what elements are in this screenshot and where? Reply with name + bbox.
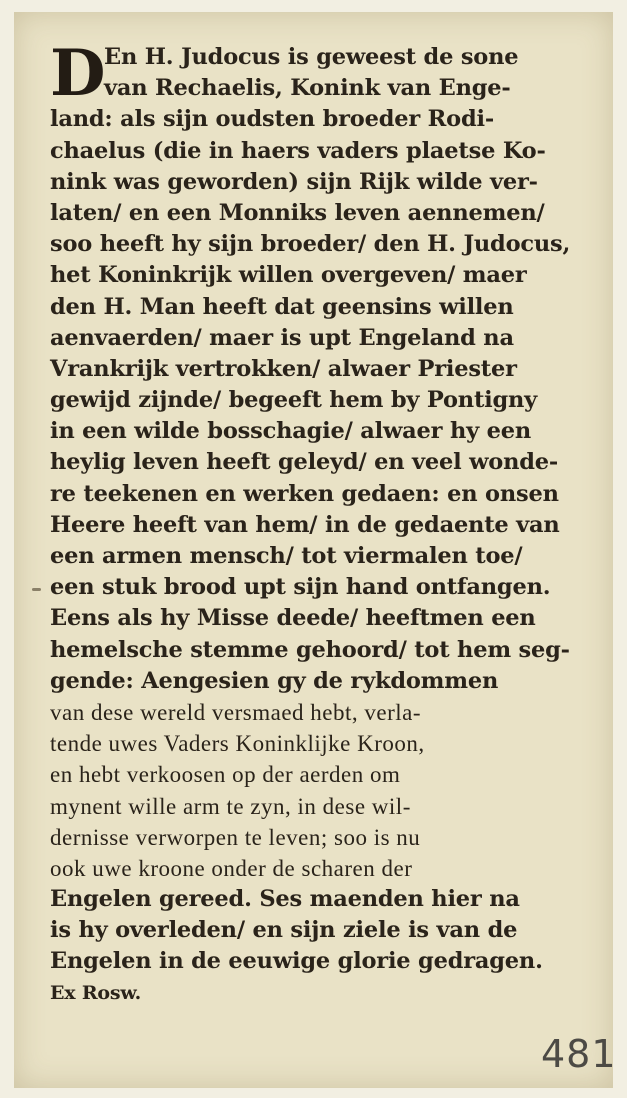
text-line: mynent wille arm te zyn, in dese wil-	[50, 793, 411, 819]
text-line: heylig leven heeft geleyd/ en veel wonde-	[50, 449, 559, 476]
text-line: nink was geworden) sijn Rijk wilde ver-	[50, 168, 538, 195]
text-line: tende uwes Vaders Koninklijke Kroon,	[50, 731, 425, 757]
text-line: En H. Judocus is geweest de sone	[104, 44, 519, 70]
text-line: dernisse verworpen te leven; soo is nu	[50, 824, 421, 850]
source-reference: Ex Rosw.	[50, 981, 142, 1004]
text-line: chaelus (die in haers vaders plaetse Ko-	[50, 137, 546, 164]
text-body	[50, 36, 605, 1009]
text-line: van dese wereld versmaed hebt, verla-	[50, 699, 422, 725]
text-line: een stuk brood upt sijn hand ontfangen.	[50, 574, 551, 601]
text-line: re teekenen en werken gedaen: en onsen	[50, 480, 559, 507]
text-line: Eens als hy Misse deede/ heeftmen een	[50, 605, 536, 632]
text-line: laten/ en een Monniks leven aennemen/	[50, 199, 545, 226]
text-line: ook uwe kroone onder de scharen der	[50, 855, 413, 881]
text-line: van Rechaelis, Konink van Enge-	[104, 75, 511, 102]
drop-cap: D	[50, 36, 106, 111]
text-line: hemelsche stemme gehoord/ tot hem seg-	[50, 636, 570, 663]
text-line: Engelen in de eeuwige glorie gedragen.	[50, 948, 543, 975]
text-line: en hebt verkoosen op der aerden om	[50, 762, 401, 788]
text-line: gende: Aengesien gy de rykdommen	[50, 667, 499, 694]
text-line: een armen mensch/ tot viermalen toe/	[50, 543, 523, 569]
text-line: het Koninkrijk willen overgeven/ maer	[50, 262, 527, 289]
paper-sheet	[14, 12, 617, 1088]
paper-blemish	[32, 588, 41, 591]
text-line: in een wilde bosschagie/ alwaer hy een	[50, 418, 531, 445]
text-line: aenvaerden/ maer is upt Engeland na	[50, 324, 514, 351]
text-line: Heere heeft van hem/ in de gedaente van	[50, 511, 560, 538]
text-line: soo heeft hy sijn broeder/ den H. Judocus,	[50, 231, 571, 258]
text-line: is hy overleden/ en sijn ziele is van de	[50, 917, 518, 944]
text-line: land: als sijn oudsten broeder Rodi-	[50, 106, 494, 133]
text-line: Engelen gereed. Ses maenden hier na	[50, 886, 520, 913]
text-line: Vrankrijk vertrokken/ alwaer Priester	[50, 355, 517, 382]
text-line: gewijd zijnde/ begeeft hem by Pontigny	[50, 387, 538, 414]
folio-number: 481	[541, 1032, 617, 1076]
text-line: den H. Man heeft dat geensins willen	[50, 293, 514, 320]
